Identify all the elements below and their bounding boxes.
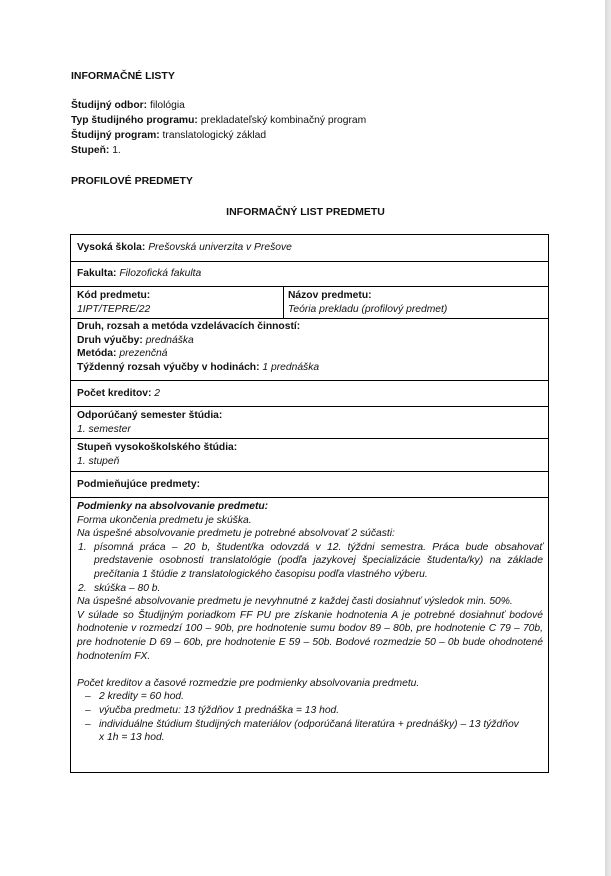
typ-label: Typ študijného programu: xyxy=(71,115,198,126)
odbor-value: filológia xyxy=(149,100,185,111)
podmienky-minimum: Na úspešné absolvovanie predmetu je nevyhnutné z každej časti dosiahnuť výsledok min. 50%. xyxy=(77,596,513,608)
kod-value: 1IPT/TEPRE/22 xyxy=(77,303,151,315)
document-title: INFORMAČNÉ LISTY xyxy=(71,70,175,82)
druh-value: prednáška xyxy=(145,334,194,346)
list-title: INFORMAČNÝ LIST PREDMETU xyxy=(226,206,385,218)
list-number: 1. xyxy=(78,541,87,553)
fakulta-label: Fakulta: xyxy=(77,268,117,279)
row-divider xyxy=(70,497,549,498)
stupen-label: Stupeň: xyxy=(71,145,110,156)
semester-value: 1. semester xyxy=(77,423,131,435)
program-label: Študijný program: xyxy=(71,130,160,141)
row-divider xyxy=(70,261,549,262)
item-vyucba: výučba predmetu: 13 týždňov 1 prednáška = 13 hod. xyxy=(99,704,340,716)
cell-kredity xyxy=(77,387,160,401)
podmienky-kredity-intro: Počet kreditov a časové rozmedzie pre podmienky absolvovania predmetu. xyxy=(77,677,420,689)
podmienky-sucasti: Na úspešné absolvovanie predmetu je potrebné absolvovať 2 súčasti: xyxy=(77,528,395,540)
cell-stupen-vs xyxy=(77,441,237,468)
cell-podmienujuce: Podmieňujúce predmety: xyxy=(77,479,201,490)
dash-bullet: – xyxy=(85,704,91,716)
rozsah-value: 1 prednáška xyxy=(262,361,320,373)
podmienky-heading: Podmienky na absolvovanie predmetu: xyxy=(77,501,269,512)
odbor-label: Študijný odbor: xyxy=(71,100,148,111)
dash-bullet: – xyxy=(85,718,91,730)
row-divider xyxy=(70,471,549,472)
cell-semester xyxy=(77,409,222,436)
kredity-label: Počet kreditov: xyxy=(77,388,152,399)
skola-value: Prešovská univerzita v Prešove xyxy=(148,242,292,253)
typ-value: prekladateľský kombinačný program xyxy=(200,115,367,126)
list-number: 2. xyxy=(78,582,87,594)
spacer xyxy=(77,663,543,677)
list-item xyxy=(77,704,543,718)
kredity-value: 2 xyxy=(154,388,160,399)
field-typ xyxy=(71,114,366,128)
stupen-vs-value: 1. stupeň xyxy=(77,455,120,467)
skola-label: Vysoká škola: xyxy=(77,242,146,253)
druh-label: Druh výučby: xyxy=(77,334,143,346)
item-skuska: skúška – 80 b. xyxy=(94,582,161,594)
stupen-value: 1. xyxy=(112,145,121,156)
row-divider xyxy=(70,318,549,319)
nazov-value: Teória prekladu (profilový predmet) xyxy=(288,303,448,315)
stupen-vs-label: Stupeň vysokoškolského štúdia: xyxy=(77,442,238,453)
list-item xyxy=(77,582,543,596)
cell-druh xyxy=(77,320,319,374)
podmienky-hodnotenie: V súlade so Študijným poriadkom FF PU pre získanie hodnotenia A je potrebné dosiahnuť bodové hodnotenie v rozmedzí 100 – 90b, pre hodnotenie sumu bodov 89 – 80b, pre hodnotenie C 79 – 70b, pre hodnotenie D 69 – 60b, pre hodnotenie E 59 – 50b. Bodové rozmedzie 50 – 0b bude ohodnotené hodnotením FX. xyxy=(77,609,543,662)
druh-heading: Druh, rozsah a metóda vzdelávacích činností: xyxy=(77,321,301,332)
program-value: translatologický základ xyxy=(162,130,267,141)
metoda-value: prezenčná xyxy=(119,348,168,360)
list-item xyxy=(77,541,543,582)
cell-kod xyxy=(77,289,150,316)
cell-podmienky xyxy=(77,500,543,745)
column-divider xyxy=(283,286,284,319)
semester-label: Odporúčaný semester štúdia: xyxy=(77,410,223,421)
row-divider xyxy=(70,438,549,439)
podmienky-forma: Forma ukončenia predmetu je skúška. xyxy=(77,514,252,526)
dash-bullet: – xyxy=(85,691,91,703)
item-kredity-hod: 2 kredity = 60 hod. xyxy=(99,691,185,703)
cell-skola xyxy=(77,241,292,255)
metoda-label: Metóda: xyxy=(77,348,117,360)
row-divider xyxy=(70,380,549,381)
item-pisomna-praca: písomná práca – 20 b, študent/ka odovzdá v 12. týždni semestra. Práca bude obsahovať predstavenie osobnosti translatológie (podľa jazykovej špecializácie študenta/ky) na základe prečítania 1 štúdie z translatologického časopisu podľa vlastného výberu. xyxy=(94,541,543,580)
nazov-label: Názov predmetu: xyxy=(288,290,372,301)
field-odbor xyxy=(71,99,185,113)
field-stupen xyxy=(71,144,121,158)
fakulta-value: Filozofická fakulta xyxy=(119,268,202,279)
list-item xyxy=(77,718,543,745)
cell-fakulta xyxy=(77,267,201,281)
row-divider xyxy=(70,286,549,287)
list-item xyxy=(77,690,543,704)
rozsah-label: Týždenný rozsah výučby v hodinách: xyxy=(77,361,260,373)
page-edge xyxy=(605,0,611,876)
field-program xyxy=(71,129,266,143)
cell-nazov xyxy=(288,289,447,316)
row-divider xyxy=(70,406,549,407)
kod-label: Kód predmetu: xyxy=(77,290,151,301)
item-individualne-studium: individuálne štúdium študijných materiálov (odporúčaná literatúra + prednášky) – 13 týždňov x 1h = 13 hod. xyxy=(99,718,519,744)
section-heading: PROFILOVÉ PREDMETY xyxy=(71,175,193,187)
